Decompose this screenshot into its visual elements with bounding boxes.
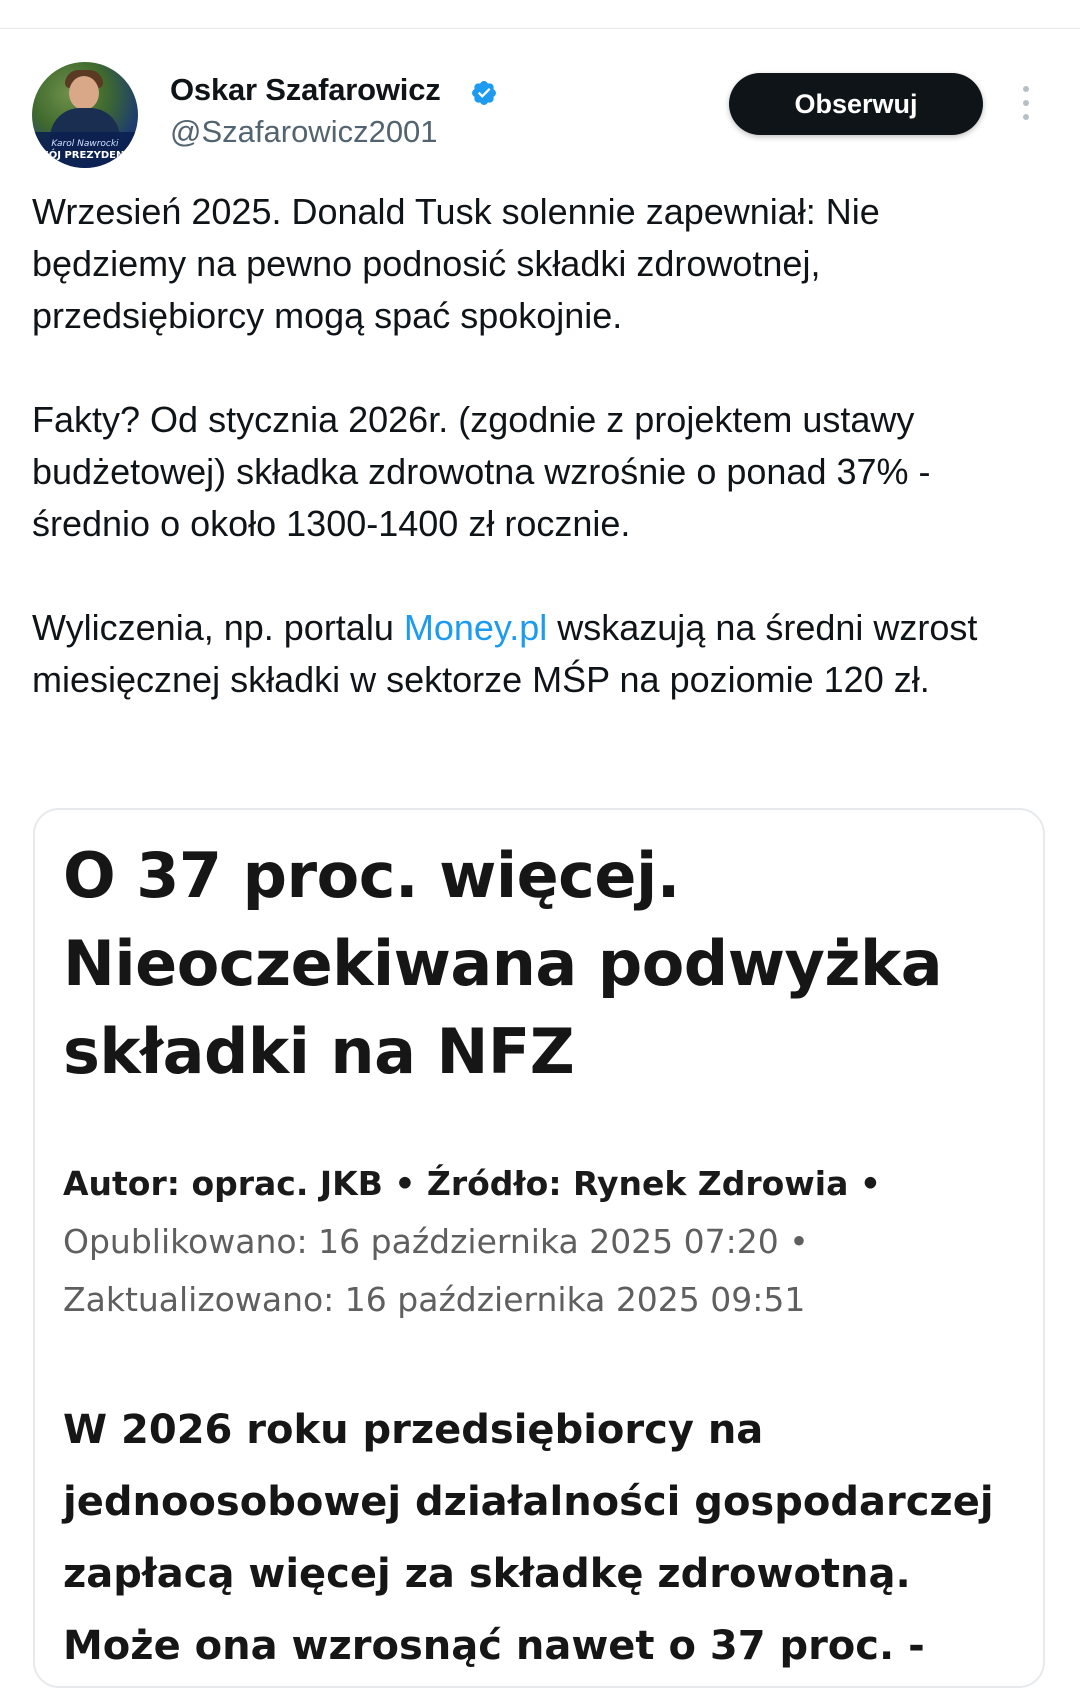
avatar-banner-text: MÓJ PREZYDENT	[38, 150, 132, 161]
tweet-text	[32, 186, 1042, 706]
article-headline: O 37 proc. więcej. Nieoczekiwana podwyżka składki na NFZ	[63, 839, 943, 1088]
media-card[interactable]	[33, 808, 1045, 1688]
follow-button[interactable]: Obserwuj	[729, 73, 983, 135]
tweet-paragraph-2: Fakty? Od stycznia 2026r. (zgodnie z projektem ustawy budżetowej) składka zdrowotna wzrośnie o ponad 37% - średnio o około 1300-1400 zł rocznie.	[32, 399, 931, 544]
article-byline: Autor: oprac. JKB • Źródło: Rynek Zdrowia •	[63, 1164, 881, 1203]
article-published: Opublikowano: 16 października 2025 07:20 •	[63, 1222, 809, 1261]
tweet-paragraph-3-end: wskazują na średni wzrost miesięcznej składki w sektorze MŚP na poziomie 120 zł.	[32, 607, 978, 700]
avatar-face	[69, 76, 99, 110]
article-lead: W 2026 roku przedsiębiorcy na jednoosobowej działalności gospodarczej zapłacą więcej za składkę zdrowotną. Może ona wzrosnąć nawet o 37 proc. -	[63, 1407, 994, 1669]
avatar-banner	[32, 132, 138, 168]
more-vertical-icon[interactable]	[1020, 86, 1032, 122]
tweet-paragraph-3	[32, 602, 1042, 706]
verified-badge-icon[interactable]	[470, 79, 498, 107]
tweet-paragraph-1: Wrzesień 2025. Donald Tusk solennie zapewniał: Nie będziemy na pewno podnosić składki zdrowotnej, przedsiębiorcy mogą spać spokojnie.	[32, 191, 880, 336]
user-name[interactable]: Oskar Szafarowicz	[170, 72, 441, 107]
tweet-paragraph-3-start: Wyliczenia, np. portalu	[32, 607, 404, 648]
top-divider	[0, 28, 1080, 29]
avatar[interactable]	[32, 62, 138, 168]
avatar-banner-signature: Karol Nawrocki	[51, 139, 119, 149]
article-updated: Zaktualizowano: 16 października 2025 09:51	[63, 1280, 806, 1319]
user-handle[interactable]: @Szafarowicz2001	[170, 114, 438, 149]
money-pl-link[interactable]: Money.pl	[403, 607, 548, 648]
